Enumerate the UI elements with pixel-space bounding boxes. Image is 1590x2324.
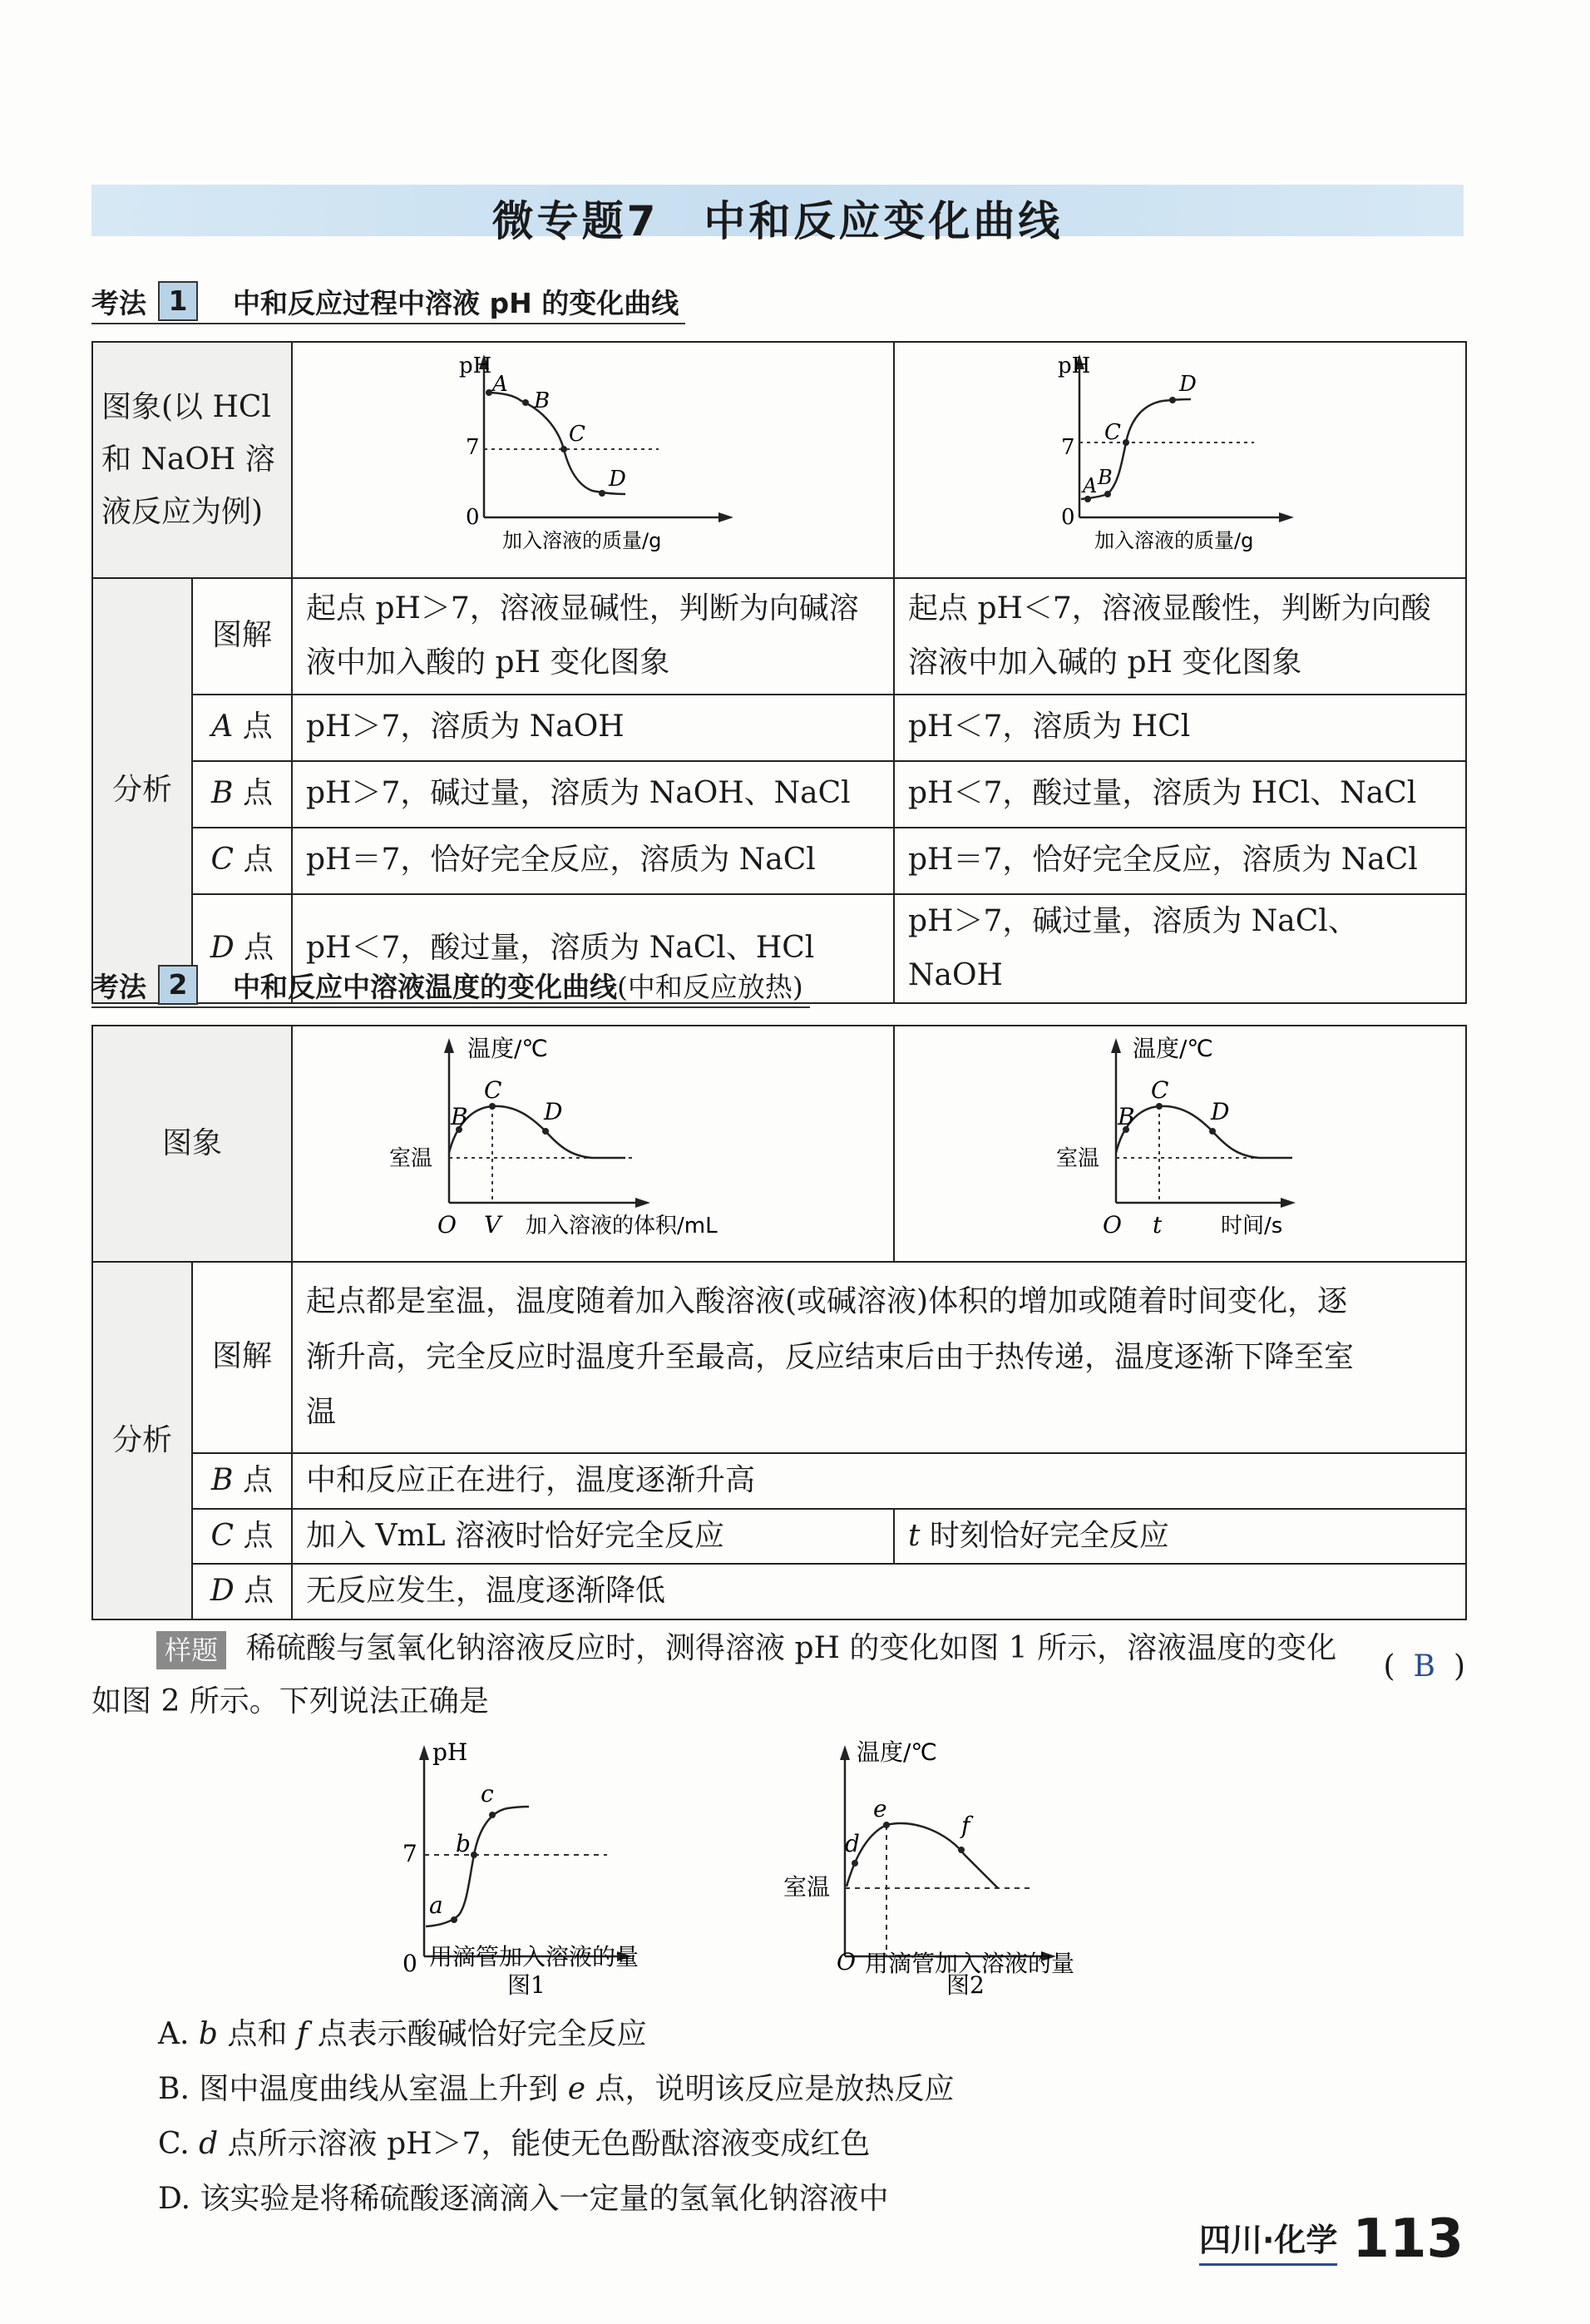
point-c-dot (1156, 1103, 1163, 1110)
left-cell: pH＞7，溶质为 NaOH (292, 695, 894, 761)
row-label: C 点 (192, 828, 292, 894)
analysis-row-d (92, 1564, 1466, 1619)
point-d-dot (1169, 397, 1176, 403)
point-d-dot (1209, 1128, 1216, 1135)
right-cell: pH＜7，溶质为 HCl (894, 695, 1466, 761)
point-c-label: c (481, 1780, 494, 1807)
right-cell: pH＝7，恰好完全反应，溶质为 NaCl (894, 828, 1466, 894)
example-figure-1 (349, 1730, 682, 2005)
y-axis-label: 温度/℃ (467, 1035, 548, 1062)
point-c-label: C (569, 422, 585, 447)
left-cell: 加入 VmL 溶液时恰好完全反应 (292, 1509, 894, 1565)
point-b-dot (522, 399, 529, 406)
point-d-dot (852, 1860, 858, 1867)
y-axis-label: pH (459, 354, 492, 378)
section-tag: 考法 (91, 286, 146, 319)
topic-banner (91, 185, 1464, 245)
point-f-label: f (961, 1812, 970, 1839)
figure-row (92, 1026, 1466, 1262)
point-f-dot (958, 1847, 965, 1853)
right-cell: t 时刻恰好完全反应 (894, 1509, 1466, 1565)
x-tick-v: V (484, 1211, 501, 1239)
figure-cell-time (894, 1026, 1466, 1262)
point-b-dot (471, 1852, 477, 1858)
origin-label: O (1103, 1211, 1122, 1239)
x-axis-label: 加入溶液的质量/g (1094, 529, 1254, 552)
option-b[interactable]: B. 图中温度曲线从室温上升到 e 点，说明该反应是放热反应 (158, 2072, 955, 2106)
point-c-label: C (1104, 420, 1121, 445)
point-b-dot (1104, 491, 1111, 497)
analysis-row-c (92, 828, 1466, 894)
y-axis-label: pH (1058, 354, 1091, 378)
y-axis-label: 温度/℃ (1133, 1035, 1213, 1062)
room-temp-label: 室温 (389, 1146, 433, 1171)
point-c-label: C (1151, 1076, 1169, 1104)
page-title: 微专题7 中和反应变化曲线 (491, 197, 1064, 245)
tick-0: 0 (1061, 505, 1075, 530)
example-line-2: 如图 2 所示。下列说法正确是 (91, 1684, 489, 1718)
d-text-cell: 无反应发生，温度逐渐降低 (292, 1564, 1466, 1619)
x-axis-label: 加入溶液的体积/mL (526, 1214, 718, 1239)
section-number: 2 (158, 965, 198, 1005)
option-c[interactable]: C. d 点所示溶液 pH＞7，能使无色酚酞溶液变成红色 (158, 2127, 871, 2161)
point-a-label: A (1083, 474, 1098, 497)
temperature-curve-table (91, 1025, 1467, 1620)
tick-7: 7 (466, 435, 480, 460)
point-e-dot (883, 1822, 890, 1828)
page-number: 113 (1352, 2208, 1464, 2270)
tick-0: 0 (466, 505, 480, 530)
section-1-header (91, 279, 685, 324)
ph-curve-line (486, 393, 625, 494)
figure-row (92, 342, 1466, 578)
section-number: 1 (158, 281, 198, 321)
point-a-dot (486, 389, 492, 396)
point-c-dot (489, 1103, 496, 1110)
point-d-label: D (1179, 372, 1197, 397)
point-d-label: D (609, 467, 626, 492)
figure-row-label: 图象(以 HCl 和 NaOH 溶 液反应为例) (92, 342, 292, 578)
diagram-text-cell: 起点都是室温，温度随着加入酸溶液(或碱溶液)体积的增加或随着时间变化，逐 渐升高，完全反应时温度升至最高，反应结束后由于热传递，温度逐渐下降至室 温 (292, 1262, 1466, 1453)
region-subject-label: 四川·化学 (1199, 2214, 1337, 2266)
row-label: 图解 (192, 1262, 292, 1453)
example-figure-2 (773, 1730, 1156, 2005)
answer-letter: B (1413, 1649, 1435, 1684)
row-label: D 点 (192, 1564, 292, 1619)
figure-caption: 图1 (507, 1971, 546, 1999)
point-c-dot (560, 446, 567, 452)
section-2-header (91, 963, 810, 1008)
row-label: B 点 (192, 761, 292, 828)
point-a-label: A (492, 372, 508, 397)
x-axis-label: 加入溶液的质量/g (502, 529, 662, 552)
y-axis-label: pH (432, 1738, 468, 1766)
figure-row-label: 图象 (92, 1026, 292, 1262)
point-d-label: d (845, 1830, 860, 1857)
tick-7: 7 (1061, 435, 1075, 460)
answer-bracket: ( B ) (1383, 1649, 1465, 1684)
x-axis-label: 时间/s (1221, 1214, 1283, 1239)
section-title-note: (中和反应放热) (617, 970, 803, 1003)
temperature-curve-line (449, 1106, 625, 1158)
temperature-curve-volume (293, 1026, 891, 1243)
y-axis-label: 温度/℃ (857, 1738, 937, 1766)
origin-label: O (837, 1948, 856, 1975)
example-line-1: 样题 稀硫酸与氢氧化钠溶液反应时，测得溶液 pH 的变化如图 1 所示，溶液温度的变化 (91, 1622, 1464, 1675)
right-cell: pH＜7，酸过量，溶质为 HCl、NaCl (894, 761, 1466, 828)
option-a[interactable]: A. b 点和 f 点表示酸碱恰好完全反应 (158, 2017, 647, 2051)
page-footer (1198, 2208, 1464, 2270)
point-d-label: D (544, 1098, 563, 1125)
room-temp-label: 室温 (1056, 1146, 1100, 1171)
point-b-label: B (534, 388, 551, 413)
figure-caption: 图2 (946, 1971, 985, 1999)
temperature-curve-time (895, 1026, 1464, 1243)
example-question (91, 1622, 1464, 1728)
figure-cell-acid-to-base (894, 342, 1466, 578)
temperature-curve-line (847, 1823, 998, 1888)
point-b-label: b (456, 1830, 471, 1857)
x-axis-label: 用滴管加入溶液的量 (429, 1943, 639, 1970)
row-label: 图解 (192, 578, 292, 695)
origin-label: O (437, 1211, 457, 1239)
left-cell: pH＝7，恰好完全反应，溶质为 NaCl (292, 828, 894, 894)
figure-cell-base-to-acid (292, 342, 894, 578)
analysis-label: 分析 (92, 578, 192, 1004)
point-d-dot (542, 1128, 549, 1135)
right-cell: 起点 pH＜7，溶液显酸性，判断为向酸 溶液中加入碱的 pH 变化图象 (894, 578, 1466, 695)
left-cell: pH＜7，酸过量，溶质为 NaCl、HCl (292, 894, 894, 1004)
option-d[interactable]: D. 该实验是将稀硫酸逐滴滴入一定量的氢氧化钠溶液中 (158, 2182, 889, 2216)
x-tick-t: t (1153, 1211, 1163, 1239)
point-c-dot (489, 1812, 496, 1818)
point-b-label: B (451, 1103, 468, 1130)
tick-0: 0 (402, 1950, 417, 1977)
room-temp-label: 室温 (783, 1873, 831, 1901)
row-label: A 点 (192, 695, 292, 761)
analysis-label: 分析 (92, 1262, 192, 1619)
point-c-label: C (484, 1076, 502, 1104)
point-b-label: B (1118, 1103, 1135, 1130)
ph-curve-table (91, 341, 1467, 1004)
row-label: D 点 (192, 894, 292, 1004)
point-b-label: B (1098, 466, 1113, 489)
analysis-row-c (92, 1509, 1466, 1565)
point-a-label: a (429, 1891, 443, 1919)
figure-cell-volume (292, 1026, 894, 1262)
right-cell: pH＞7，碱过量，溶质为 NaCl、NaOH (894, 894, 1466, 1004)
point-d-dot (599, 490, 605, 497)
analysis-row-b (92, 761, 1466, 828)
analysis-row-b (92, 1453, 1466, 1509)
example-badge: 样题 (156, 1631, 226, 1669)
b-text-cell: 中和反应正在进行，温度逐渐升高 (292, 1453, 1466, 1509)
point-c-dot (1123, 439, 1129, 446)
tick-7: 7 (402, 1840, 417, 1867)
point-e-label: e (873, 1795, 887, 1822)
row-label: B 点 (192, 1453, 292, 1509)
point-a-dot (451, 1916, 457, 1923)
analysis-row-diagram (92, 578, 1466, 695)
section-title: 中和反应过程中溶液 pH 的变化曲线 (233, 286, 679, 319)
temperature-curve-line (1116, 1106, 1292, 1158)
analysis-row-a (92, 695, 1466, 761)
point-d-label: D (1211, 1098, 1230, 1125)
section-tag: 考法 (91, 970, 146, 1003)
left-cell: pH＞7，碱过量，溶质为 NaOH、NaCl (292, 761, 894, 828)
ph-curve-increasing (895, 343, 1464, 559)
ph-curve-decreasing (293, 343, 891, 559)
left-cell: 起点 pH＞7，溶液显碱性，判断为向碱溶 液中加入酸的 pH 变化图象 (292, 578, 894, 695)
row-label: C 点 (192, 1509, 292, 1565)
section-title: 中和反应中溶液温度的变化曲线 (233, 970, 617, 1003)
x-axis-label: 用滴管加入溶液的量 (865, 1950, 1075, 1977)
analysis-row-diagram (92, 1262, 1466, 1453)
